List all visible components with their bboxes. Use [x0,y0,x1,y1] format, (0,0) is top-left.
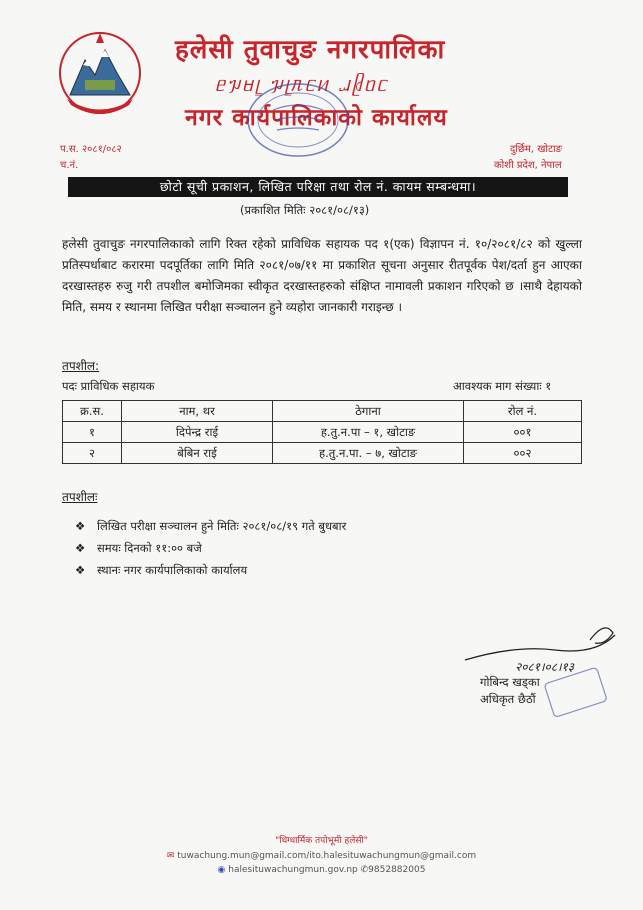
cell-address: ह.तु.न.पा – १, खोटाङ [273,422,464,443]
cell-roll: ००१ [464,422,582,443]
exam-details-list [75,515,346,581]
cell-name: बेबिन राई [122,443,273,464]
cell-serial: १ [63,422,122,443]
footer-email-text: tuwachung.mun@gmail.com/ito.halesituwachungmun@gmail.com [177,851,477,861]
dispatch-number: च.नं. [60,160,79,171]
table-row [63,443,582,464]
col-address: ठेगाना [273,401,464,422]
col-serial: क्र.स. [63,401,122,422]
candidate-table [62,400,582,464]
nepal-emblem-icon [55,25,145,120]
exam-venue: स्थानः नगर कार्यपालिकाको कार्यालय [97,563,248,577]
table-header-row [63,401,582,422]
required-count: आवश्यक माग संख्याः १ [453,379,552,393]
reference-number: प.स. २०८१/०८२ [60,144,122,155]
signatory-designation: अधिकृत छैठौं [480,692,536,706]
published-date: (प्रकाशित मितिः २०८१/०८/१३) [240,203,370,217]
footer-website [0,865,643,875]
col-name: नाम, थर [122,401,273,422]
cell-roll: ००२ [464,443,582,464]
footer-emails [0,851,643,861]
details-heading: तपशील: [62,359,100,373]
post-label: पदः प्राविधिक सहायक [62,379,155,393]
cell-address: ह.तु.न.पा. – ७, खोटाङ [273,443,464,464]
footer-motto: "धिग्धार्मिक तपोभूमी हलेसी" [275,836,368,846]
exam-details-heading: तपशीलः [62,490,98,504]
signatory-block [480,674,540,708]
list-item [75,515,346,537]
cell-name: दिपेन्द्र राई [122,422,273,443]
diamond-bullet-icon: ❖ [75,541,86,555]
exam-time: समयः दिनको ११:०० बजे [97,541,202,555]
mail-icon: ✉ [166,851,175,861]
office-address-line1: दुर्छिम, खोटाङ [510,144,563,155]
globe-icon: ◉ [217,865,226,875]
municipality-title-script: ᥱᥭᥛᥧ ᥭᥧᥰᥴᥢ ᥘᥪᥝᥴ [215,72,389,96]
notice-body: हलेसी तुवाचुङ नगरपालिकाको लागि रिक्त रहेको प्राविधिक सहायक पद १(एक) विज्ञापन नं. १०/२०८१/८२ को खुल्ला प्रतिस्पर्धाबाट करारमा पदपूर्तिका लागि मिति २०८१/०७/११ मा प्रकाशित सूचना अनुसार रीतपूर्वक पेश/दर्ता हुन आएका दरखास्तहरु रुजु गरी तपशील बमोजिमका स्वीकृत दरखास्तहरुको संक्षिप्त नामावली प्रकाशन गरिएको छ ।साथै देहायको मिति, समय र स्थानमा लिखित परीक्षा सञ्चालन हुने व्यहोरा जानकारी गराइन्छ । [62,237,582,314]
list-item [75,559,346,581]
cell-serial: २ [63,443,122,464]
office-title: नगर कार्यपालिकाको कार्यालय [185,105,448,131]
list-item [75,537,346,559]
col-roll: रोल नं. [464,401,582,422]
diamond-bullet-icon: ❖ [75,563,86,577]
officer-stamp-icon [540,665,610,720]
notice-subject-banner: छोटो सूची प्रकाशन, लिखित परिक्षा तथा रोल नं. कायम सम्बन्धमा। [68,177,568,197]
table-row [63,422,582,443]
signature-date: २०८१।०८।१३ [515,660,575,674]
office-stamp-icon [243,80,353,160]
exam-date: लिखित परीक्षा सञ्चालन हुने मितिः २०८१/०८/१९ गते बुधबार [97,519,347,533]
footer-website-text: halesituwachungmun.gov.np ✆9852882005 [228,865,426,875]
signatory-name: गोबिन्द खड्का [480,675,540,689]
diamond-bullet-icon: ❖ [75,519,86,533]
municipality-title: हलेसी तुवाचुङ नगरपालिका [175,35,446,65]
office-address-line2: कोशी प्रदेश, नेपाल [494,160,562,171]
